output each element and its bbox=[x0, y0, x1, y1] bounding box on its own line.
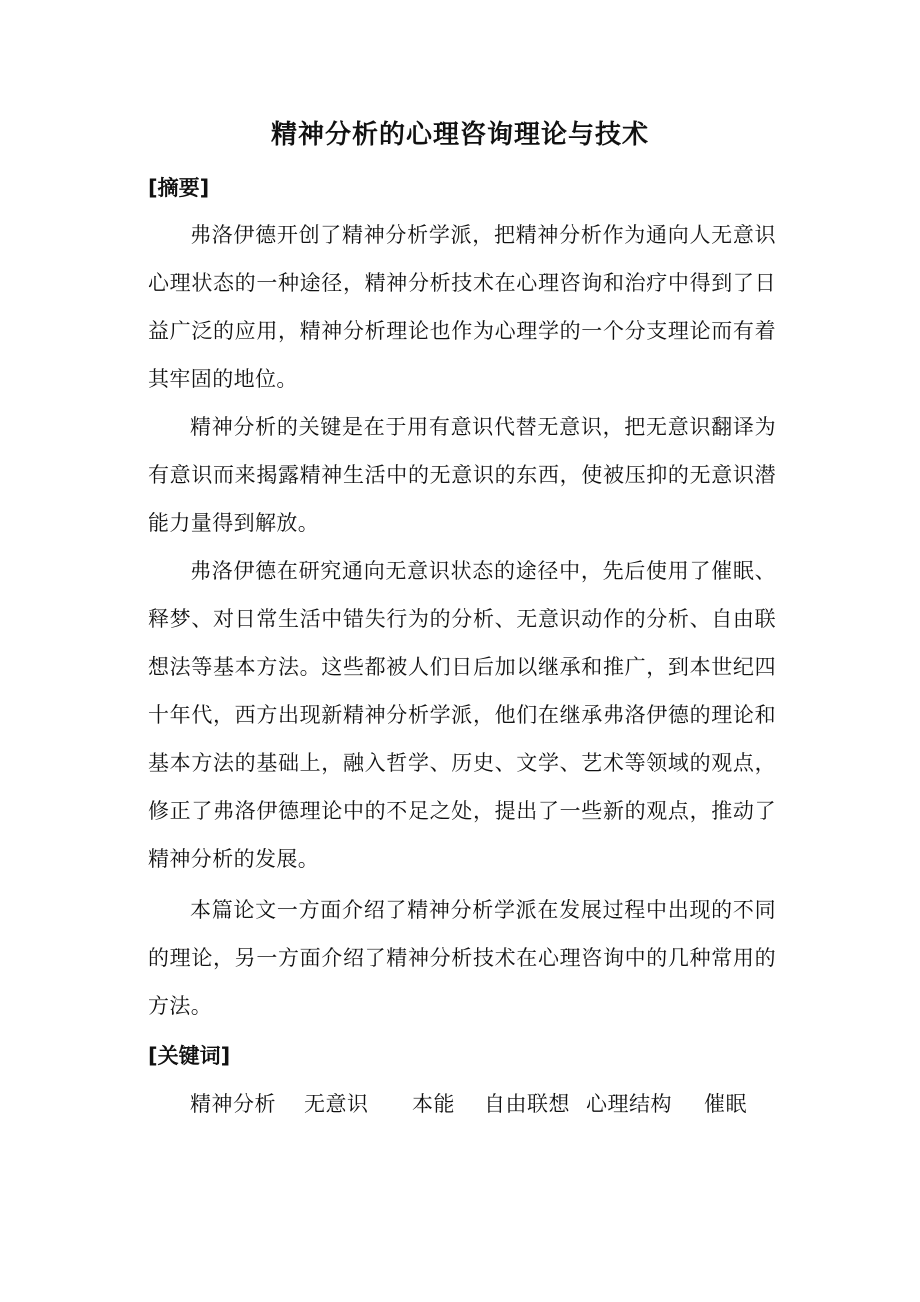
abstract-paragraph: 本篇论文一方面介绍了精神分析学派在发展过程中出现的不同的理论，另一方面介绍了精神分析技术在心理咨询中的几种常用的方法。 bbox=[148, 898, 776, 1018]
document-title: 精神分析的心理咨询理论与技术 bbox=[270, 120, 649, 150]
keyword: 心理结构 bbox=[586, 1092, 672, 1116]
keyword: 无意识 bbox=[304, 1092, 369, 1116]
abstract-paragraph: 弗洛伊德在研究通向无意识状态的途径中，先后使用了催眠、释梦、对日常生活中错失行为的分析、无意识动作的分析、自由联想法等基本方法。这些都被人们日后加以继承和推广，到本世纪四十年代，西方出现新精神分析学派，他们在继承弗洛伊德的理论和基本方法的基础上，融入哲学、历史、文学、艺术等领域的观点，修正了弗洛伊德理论中的不足之处，提出了一些新的观点，推动了精神分析的发展。 bbox=[148, 559, 776, 871]
keyword: 催眠 bbox=[704, 1092, 747, 1116]
abstract-paragraph: 弗洛伊德开创了精神分析学派，把精神分析作为通向人无意识心理状态的一种途径，精神分析技术在心理咨询和治疗中得到了日益广泛的应用，精神分析理论也作为心理学的一个分支理论而有着其牢固的地位。 bbox=[148, 223, 776, 391]
keywords-heading: [关键词] bbox=[148, 1044, 231, 1068]
keyword: 自由联想 bbox=[484, 1092, 570, 1116]
keyword: 精神分析 bbox=[190, 1092, 276, 1116]
abstract-paragraph: 精神分析的关键是在于用有意识代替无意识，把无意识翻译为有意识而来揭露精神生活中的无意识的东西，使被压抑的无意识潜能力量得到解放。 bbox=[148, 415, 776, 535]
abstract-heading: [摘要] bbox=[148, 176, 210, 200]
keyword: 本能 bbox=[412, 1092, 455, 1116]
